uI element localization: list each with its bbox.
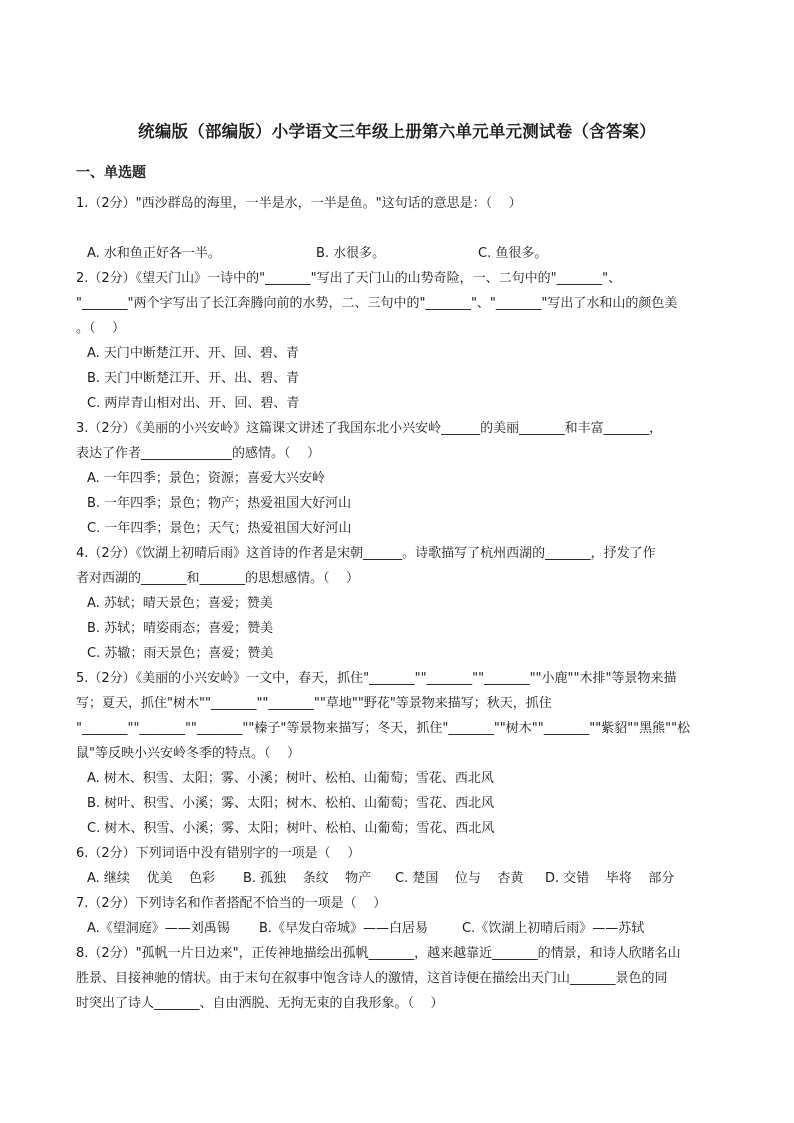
question-6-stem: 6.（2分）下列词语中没有错别字的一项是（ ） (76, 846, 361, 861)
question-4-line-2: 者对西湖的_______和_______的思想感情。（ ） (76, 571, 360, 586)
question-6-option-d[interactable]: D. 交错 毕将 部分 (545, 871, 675, 886)
question-4-option-a[interactable]: A. 苏轼；晴天景色；喜爱；赞美 (87, 596, 273, 611)
question-5-option-a[interactable]: A. 树木、积雪、太阳；雾、小溪；树叶、松柏、山葡萄；雪花、西北风 (87, 771, 494, 786)
question-3-option-a[interactable]: A. 一年四季；景色；资源；喜爱大兴安岭 (87, 471, 325, 486)
question-5-line-4: 鼠"等反映小兴安岭冬季的特点。（ ） (76, 746, 301, 761)
question-3-line-1: 3.（2分）《美丽的小兴安岭》这篇课文讲述了我国东北小兴安岭______的美丽_______和丰富_______， (76, 421, 663, 436)
question-7-option-a[interactable]: A.《望洞庭》——刘禹锡 (87, 921, 230, 936)
question-2-option-b[interactable]: B. 天门中断楚江开、开、出、碧、青 (87, 371, 300, 386)
question-8-line-3: 时突出了诗人_______、自由洒脱、无拘无束的自我形象。（ ） (76, 996, 444, 1011)
question-5-option-b[interactable]: B. 树叶、积雪、小溪；雾、太阳；树木、松柏、山葡萄；雪花、西北风 (87, 796, 495, 811)
question-2-option-a[interactable]: A. 天门中断楚江开、开、回、碧、青 (87, 346, 299, 361)
question-1-option-a[interactable]: A. 水和鱼正好各一半。 (87, 246, 221, 261)
question-3-line-2: 表达了作者______________的感情。（ ） (76, 446, 321, 461)
page-title: 统编版（部编版）小学语文三年级上册第六单元单元测试卷（含答案） (138, 122, 656, 141)
question-1-option-c[interactable]: C. 鱼很多。 (478, 246, 548, 261)
question-1-stem: 1.（2分）"西沙群岛的海里，一半是水，一半是鱼。"这句话的意思是：（ ） (76, 196, 522, 211)
question-8-line-1: 8.（2分）"孤帆一片日边来"，正传神地描绘出孤帆_______，越来越靠近_______的情景，和诗人欣睹名山 (76, 946, 681, 961)
question-1-option-b[interactable]: B. 水很多。 (316, 246, 386, 261)
question-5-option-c[interactable]: C. 树木、积雪、小溪；雾、太阳；树叶、松柏、山葡萄；雪花、西北风 (87, 821, 495, 836)
question-4-option-c[interactable]: C. 苏辙；雨天景色；喜爱；赞美 (87, 646, 274, 661)
question-6-option-a[interactable]: A. 继续 优美 色彩 (87, 871, 215, 886)
question-7-option-c[interactable]: C.《饮湖上初晴后雨》——苏轼 (462, 921, 645, 936)
question-4-option-b[interactable]: B. 苏轼；晴姿雨态；喜爱；赞美 (87, 621, 274, 636)
question-2-line-2: "_______"两个字写出了长江奔腾向前的水势，二、三句中的"_______"、"_______"写出了水和山的颜色美 (76, 296, 678, 311)
question-6-option-c[interactable]: C. 楚国 位与 杏黄 (395, 871, 524, 886)
question-2-line-3: 。（ ） (76, 321, 126, 336)
question-5-line-3: "_______""_______""_______""榛子"等景物来描写；冬天，抓住"_______""树木""_______""紫貂""黑熊""松 (76, 721, 691, 736)
question-3-option-c[interactable]: C. 一年四季；景色；天气；热爱祖国大好河山 (87, 521, 352, 536)
question-6-option-b[interactable]: B. 孤独 条纹 物产 (243, 871, 372, 886)
question-2-line-1: 2.（2分）《望天门山》一诗中的"_______"写出了天门山的山势奇险，一、二句中的"_______"、 (76, 271, 622, 286)
question-5-line-2: 写；夏天，抓住"树木""_______""_______""草地""野花"等景物来描写；秋天，抓住 (76, 696, 552, 711)
question-2-option-c[interactable]: C. 两岸青山相对出、开、回、碧、青 (87, 396, 300, 411)
section-heading: 一、单选题 (76, 165, 146, 181)
question-7-stem: 7.（2分）下列诗名和作者搭配不恰当的一项是（ ） (76, 896, 387, 911)
question-3-option-b[interactable]: B. 一年四季；景色；物产；热爱祖国大好河山 (87, 496, 352, 511)
question-8-line-2: 胜景、目接神驰的情状。由于末句在叙事中饱含诗人的激情，这首诗便在描绘出天门山_______景色的同 (76, 971, 668, 986)
question-5-line-1: 5.（2分）《美丽的小兴安岭》一文中，春天，抓住"_______""_______""_______""小鹿""木排"等景物来描 (76, 671, 677, 686)
question-7-option-b[interactable]: B.《早发白帝城》——白居易 (259, 921, 429, 936)
question-4-line-1: 4.（2分）《饮湖上初晴后雨》这首诗的作者是宋朝______。诗歌描写了杭州西湖的_______，抒发了作 (76, 546, 656, 561)
